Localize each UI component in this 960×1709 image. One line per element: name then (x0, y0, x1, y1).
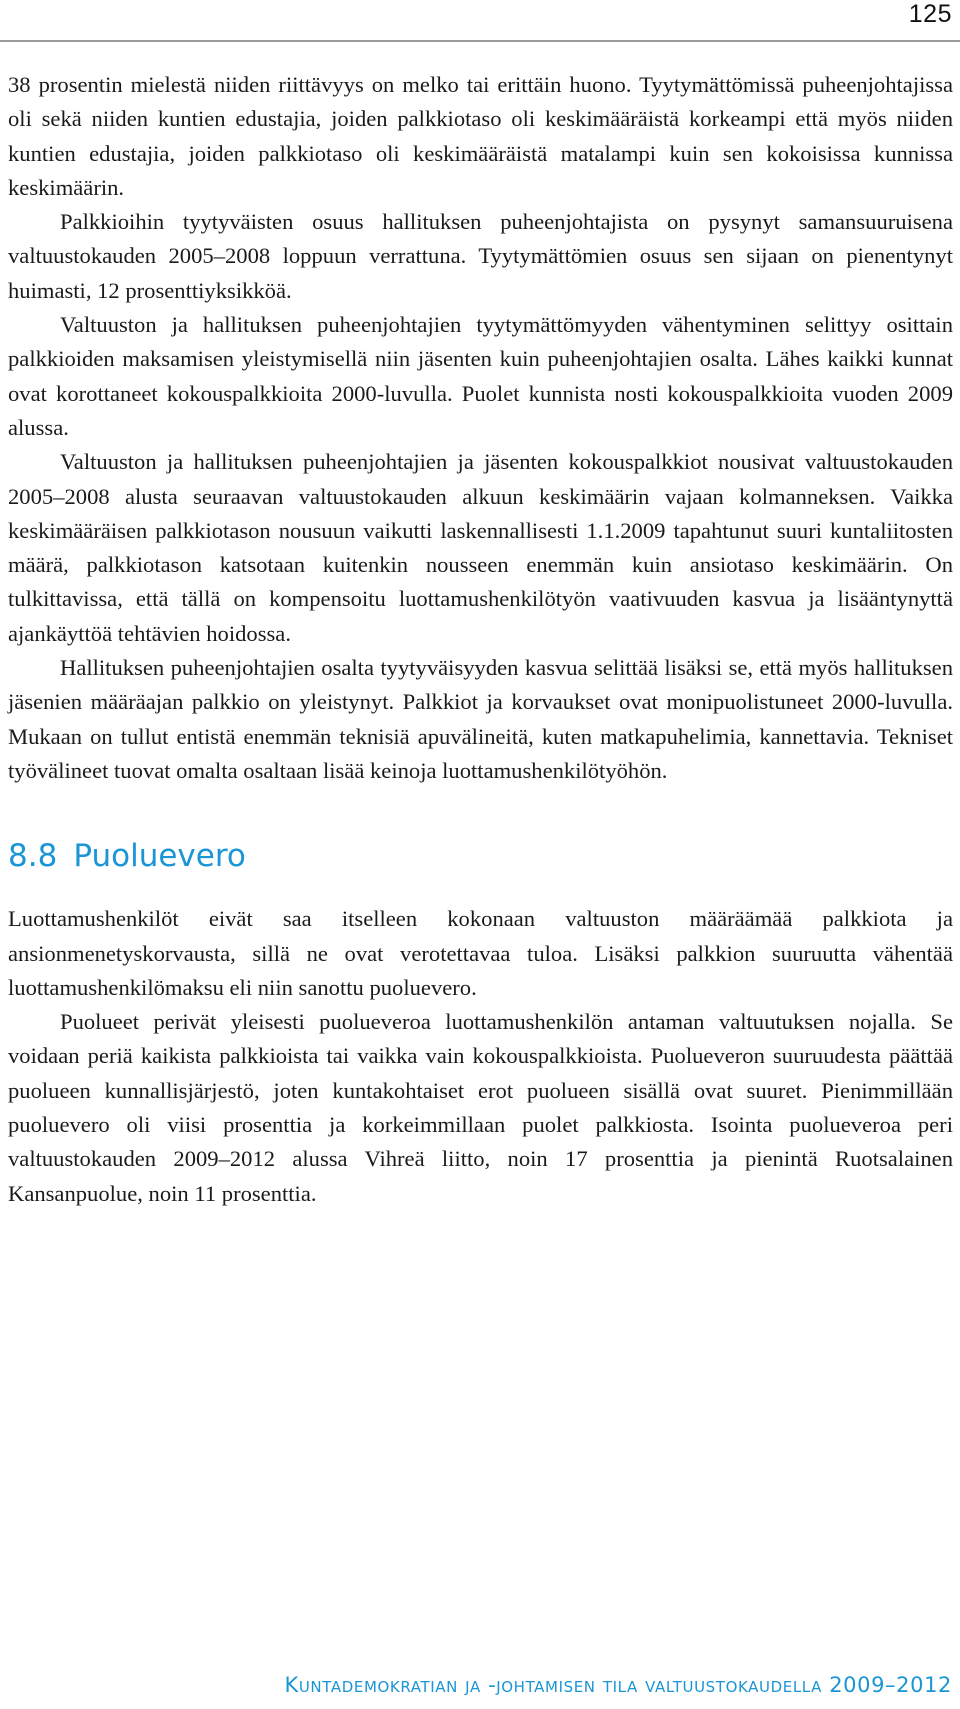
header-rule (0, 40, 960, 42)
paragraph: Valtuuston ja hallituksen puheenjohtajien ja jäsenten kokouspalkkiot nousivat valtuustokauden 2005–2008 alusta seuraavan valtuustokauden alkuun keskimäärin vajaan kolmanneksen. Vaikka keskimääräisen palkkiotason nousuun vaikutti laskennallisesti 1.1.2009 tapahtunut suuri kuntaliitosten määrä, palkkiotason katsotaan kuitenkin nousseen enemmän kuin ansiotaso keskimäärin. On tulkittavissa, että tällä on kompensoitu luottamushenkilötyön vaativuuden kasvua ja lisääntynyttä ajankäyttöä tehtävien hoidossa. (8, 449, 953, 646)
main-content (8, 68, 953, 1211)
paragraph: Valtuuston ja hallituksen puheenjohtajien tyytymättömyyden vähentyminen selittyy osittain palkkioiden maksamisen yleistymisellä niin jäsenten kuin puheenjohtajien osalta. Lähes kaikki kunnat ovat korottaneet kokouspalkkioita 2000-luvulla. Puolet kunnista nosti kokouspalkkioita vuoden 2009 alussa. (8, 312, 953, 440)
page-number: 125 (908, 0, 952, 28)
paragraph: Hallituksen puheenjohtajien osalta tyytyväisyyden kasvua selittää lisäksi se, että myös hallituksen jäsenien määräajan palkkio on yleistynyt. Palkkiot ja korvaukset ovat monipuolistuneet 2000-luvulla. Mukaan on tullut entistä enemmän teknisiä apuvälineitä, kuten matkapuhelimia, kannettavia. Tekniset työvälineet tuovat omalta osaltaan lisää keinoja luottamushenkilötyöhön. (8, 655, 953, 783)
section-heading (8, 836, 953, 876)
section-title: Puoluevero (73, 838, 246, 875)
section-number: 8.8 (8, 838, 58, 875)
paragraph: Palkkioihin tyytyväisten osuus hallituksen puheenjohtajista on pysynyt samansuuruisena valtuustokauden 2005–2008 loppuun verrattuna. Tyytymättömien osuus sen sijaan on pienentynyt huimasti, 12 prosenttiyksikköä. (8, 209, 953, 303)
running-footer: Kuntademokratian ja -johtamisen tila valtuustokaudella 2009–2012 (284, 1673, 952, 1697)
paragraph-continuation: 38 prosentin mielestä niiden riittävyys on melko tai erittäin huono. Tyytymättömissä puheenjohtajissa oli sekä niiden kuntien edustajia, joiden palkkiotaso oli keskimääräistä korkeampi että myös niiden kuntien edustajia, joiden palkkiotaso oli keskimääräistä matalampi kuin sen kokoisissa kunnissa keskimäärin. (8, 72, 953, 200)
paragraph: Puolueet perivät yleisesti puolueveroa luottamushenkilön antaman valtuutuksen nojalla. Se voidaan periä kaikista palkkioista tai vaikka vain kokouspalkkioista. Puolueveron suuruudesta päättää puolueen kunnallisjärjestö, joten kuntakohtaiset erot puolueen sisällä ovat suuret. Pienimmillään puoluevero oli viisi prosenttia ja korkeimmillaan puolet palkkiosta. Isointa puolueveroa peri valtuustokauden 2009–2012 alussa Vihreä liitto, noin 17 prosenttia ja pienintä Ruotsalainen Kansanpuolue, noin 11 prosenttia. (8, 1009, 953, 1206)
paragraph: Luottamushenkilöt eivät saa itselleen kokonaan valtuuston määräämää palkkiota ja ansionmenetyskorvausta, sillä ne ovat verotettavaa tuloa. Lisäksi palkkion suuruutta vähentää luottamushenkilömaksu eli niin sanottu puoluevero. (8, 906, 953, 1000)
